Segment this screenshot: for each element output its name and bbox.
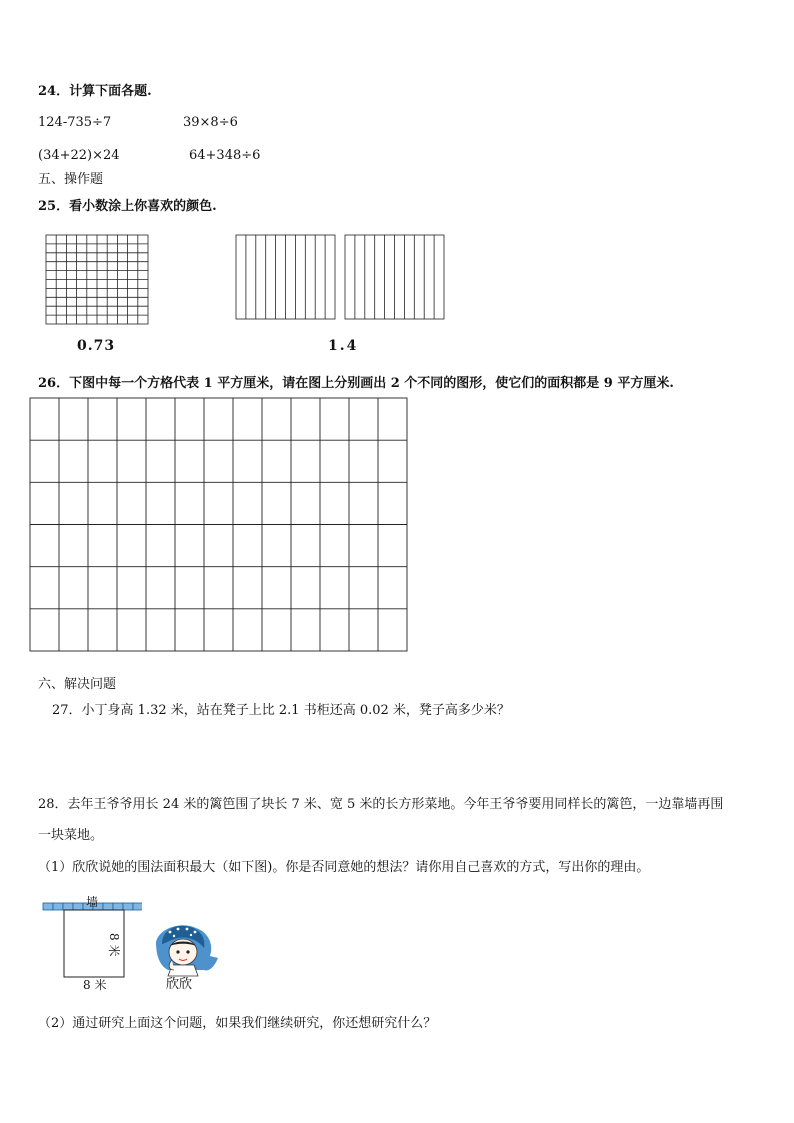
section-5-title: 五、操作题 (38, 172, 104, 187)
area-drawing-grid[interactable] (29, 397, 409, 653)
section-6-title: 六、解决问题 (38, 677, 117, 692)
q28-part-2: （2）通过研究上面这个问题，如果我们继续研究，你还想研究什么？ (38, 1016, 437, 1031)
q25-title: 25．看小数涂上你喜欢的颜色. (38, 199, 217, 214)
q25-label-1-4: 1.4 (328, 338, 359, 354)
q24-expr-3: (34+22)×24 (38, 148, 120, 163)
q25-label-0-73: 0.73 (77, 338, 116, 354)
q28-part-1: （1）欣欣说她的围法面积最大（如下图)。你是否同意她的想法？请你用自己喜欢的方式，写出你的理由。 (38, 860, 650, 875)
q24-title: 24．计算下面各题. (38, 84, 152, 99)
q28-line-1: 28．去年王爷爷用长 24 米的篱笆围了块长 7 米、宽 5 米的长方形菜地。今年王爷爷要用同样长的篱笆，一边靠墙再围 (38, 797, 724, 812)
q26-title: 26．下图中每一个方格代表 1 平方厘米，请在图上分别画出 2 个不同的图形，使它们的面积都是 9 平方厘米. (38, 376, 674, 391)
character-name: 欣欣 (166, 977, 193, 992)
q24-expr-2: 39×8÷6 (183, 115, 238, 130)
bottom-length-label: 8 米 (83, 978, 107, 992)
side-length-label: 8 米 (107, 933, 121, 957)
q24-expr-4: 64+348÷6 (189, 148, 261, 163)
q28-line-2: 一块菜地。 (38, 828, 104, 843)
q27-text: 27．小丁身高 1.32 米，站在凳子上比 2.1 书柜还高 0.02 米，凳子高多少米？ (52, 703, 510, 718)
q24-expr-1: 124-735÷7 (38, 115, 112, 130)
tenths-strip-grid-2[interactable] (344, 234, 446, 321)
tenths-strip-grid-1[interactable] (235, 234, 337, 321)
wall-label: 墙 (86, 895, 99, 909)
xinxin-girl-illustration (148, 920, 228, 978)
hundred-grid-0-73[interactable] (45, 234, 150, 326)
